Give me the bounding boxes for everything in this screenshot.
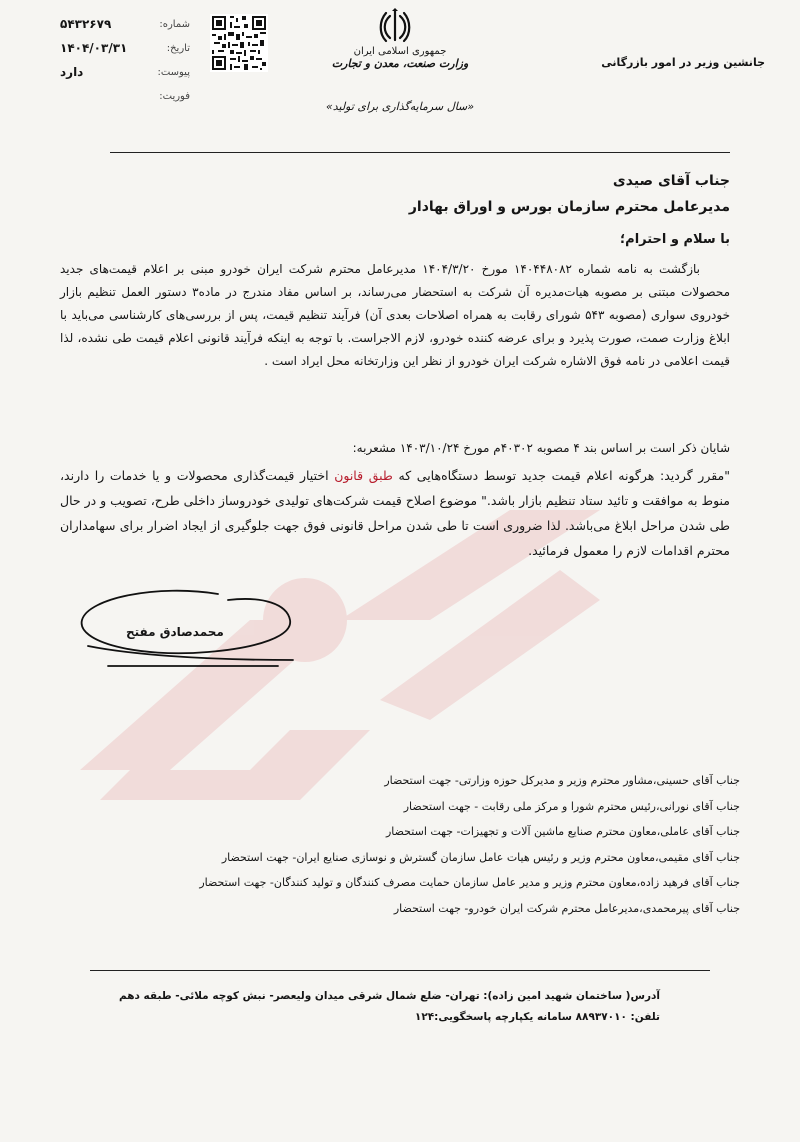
ministry-name: وزارت صنعت، معدن و تجارت xyxy=(331,57,469,70)
signatory-name: محمدصادق مفتح xyxy=(126,625,224,639)
cc-item: جناب آقای مقیمی،معاون محترم وزیر و رئیس هیات عامل سازمان گسترش و نوسازی صنایع ایران- جهت استحضار xyxy=(221,850,740,864)
ministry-header xyxy=(300,46,500,70)
quote-part-1: "مقرر گردید: هرگونه اعلام قیمت جدید توسط دستگاه‌هایی که xyxy=(392,468,730,483)
cc-item: جناب آقای فرهید زاده،معاون محترم وزیر و مدیر عامل سازمان حمایت مصرف کنندگان و تولید کنندگان- جهت استحضار xyxy=(199,876,740,889)
body-paragraph-2: شایان ذکر است بر اساس بند ۴ مصوبه ۴۰۳۰۲م مورخ ۱۴۰۳/۱۰/۲۴ مشعربه: xyxy=(352,441,730,455)
footer xyxy=(100,986,660,1028)
footer-phone: تلفن: ۸۸۹۳۷۰۱۰ سامانه یکپارچه پاسخگویی:۱۲۴ xyxy=(414,1011,660,1023)
greeting: با سلام و احترام؛ xyxy=(619,232,730,247)
qr-code-icon xyxy=(210,14,268,72)
header-divider xyxy=(110,152,730,153)
footer-address: آدرس( ساختمان شهید امین زاده): تهران- ضلع شمال شرقی میدان ولیعصر- نبش کوچه ملائی- طبقه دهم xyxy=(118,990,660,1002)
year-slogan: «سال سرمایه‌گذاری برای تولید» xyxy=(325,100,475,113)
iran-emblem-icon xyxy=(378,8,412,44)
cc-list xyxy=(40,768,740,921)
quote-part-2: اختیار قیمت‌گذاری محصولات و یا خدمات را دارند، منوط به موافقت و تائید ستاد تنظیم بازار باشد." موضوع اصلاح قیمت شرکت‌های تولیدی خودروساز داخلی طرح، تصویب و در حال طی شدن مراحل ابلاغ می‌باشد. لذا ضروری است تا طی شدن مراحل قانونی فوق جهت جلوگیری از ایجاد اضرار برای سهامداران محترم اقدامات لازم را معمول فرمائید. xyxy=(60,468,730,558)
meta-number: شماره: ۵۴۳۲۶۷۹ xyxy=(60,17,190,31)
recipient-title: مدیرعامل محترم سازمان بورس و اوراق بهادار xyxy=(408,199,730,215)
body-paragraph-3 xyxy=(60,463,730,563)
footer-divider xyxy=(90,970,710,971)
meta-urgency: فوریت: xyxy=(159,90,190,102)
meta-date: تاریخ: ۱۴۰۴/۰۳/۳۱ xyxy=(60,41,190,55)
letter-meta xyxy=(60,12,190,108)
body-paragraph-1: بازگشت به نامه شماره ۱۴۰۴۴۸۰۸۲ مورخ ۱۴۰۴/۳/۲۰ مدیرعامل محترم شرکت ایران خودرو مبنی بر اعلام قیمت‌های جدید محصولات مبتنی بر مصوبه هیات‌مدیره آن شرکت به استحضار می‌رساند، بر اساس مفاد مندرج در ماده۳ دستور العمل تنظیم بازار خودروی سواری (مصوبه ۵۴۳ شورای رقابت به همراه اصلاحات بعدی آن) فرآیند تنظیم قیمت، پس از بررسی‌های کارشناسی می‌باید با ابلاغ وزارت صمت، صورت پذیرد و برای عرضه کننده خودرو، لازم الاجراست. با توجه به اینکه فرآیند قانونی اعلام قیمت طی نشده، لذا قیمت اعلامی در نامه فوق الاشاره شرکت ایران خودرو از نظر این وزارتخانه محل ایراد است . xyxy=(60,262,730,368)
meta-attachment: پیوست: دارد xyxy=(60,65,190,79)
recipient xyxy=(230,168,730,220)
cc-item: جناب آقای پیرمحمدی،مدیرعامل محترم شرکت ایران خودرو- جهت استحضار xyxy=(393,901,740,915)
sender-title: جانشین وزیر در امور بازرگانی xyxy=(601,56,765,69)
quote-highlight: طبق قانون xyxy=(334,468,393,483)
cc-item: جناب آقای نورانی،رئیس محترم شورا و مرکز ملی رقابت - جهت استحضار xyxy=(403,799,740,813)
cc-item: جناب آقای حسینی،مشاور محترم وزیر و مدیرکل حوزه وزارتی- جهت استحضار xyxy=(384,774,740,787)
cc-item: جناب آقای عاملی،معاون محترم صنایع ماشین آلات و تجهیزات- جهت استحضار xyxy=(385,825,740,838)
republic-name: جمهوری اسلامی ایران xyxy=(353,46,447,57)
recipient-name: جناب آقای صیدی xyxy=(612,173,730,189)
